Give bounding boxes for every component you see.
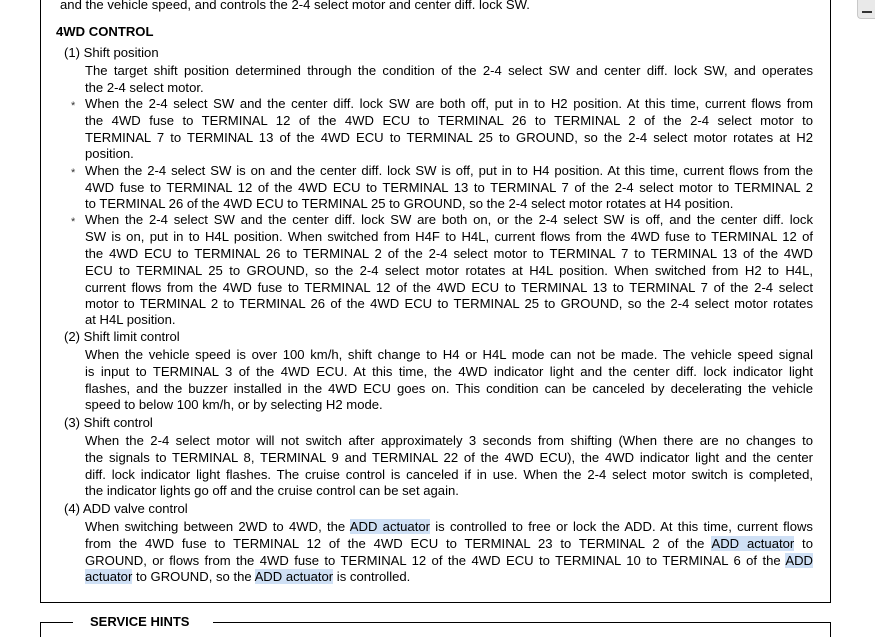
subsection-title: (1) Shift position — [64, 45, 159, 60]
service-hints-rule-right — [213, 622, 831, 623]
paragraph-line: 4WD fuse to TERMINAL 12 of the 4WD ECU to TERMINAL 13 to TERMINAL 7 of the 2-4 select motor to TERMINAL 2 — [85, 180, 813, 195]
frame-left-border — [40, 0, 41, 603]
paragraph-line: the signals to TERMINAL 8, TERMINAL 9 and TERMINAL 22 of the 4WD ECU), the 4WD indicator light and the center — [85, 450, 813, 465]
search-highlight[interactable]: ADD — [785, 553, 813, 568]
paragraph-line: ECU to TERMINAL 25 to GROUND, so the 2-4 select motor rotates at H4L position. When switched from H2 to H4L, — [85, 263, 813, 278]
search-highlight[interactable]: ADD actuator — [349, 519, 430, 534]
paragraph-line: the 4WD fuse to TERMINAL 12 of the 4WD ECU to TERMINAL 26 to TERMINAL 2 of the 2-4 select motor to — [85, 113, 813, 128]
search-highlight[interactable]: actuator — [85, 569, 133, 584]
paragraph-line — [85, 568, 813, 585]
paragraph-line: position. — [85, 146, 134, 161]
service-hints-heading: SERVICE HINTS — [90, 614, 190, 629]
subsection-title: (3) Shift control — [64, 415, 153, 430]
paragraph-line: When the 2-4 select SW and the center diff. lock SW are both off, put in to H2 position. At this time, current flows from — [85, 96, 813, 111]
paragraph-line: current flows from the 4WD fuse to TERMINAL 12 of the 4WD ECU to TERMINAL 13 to TERMINAL 7 of the 2-4 select — [85, 280, 813, 295]
paragraph-line: diff. lock indicator light flashes. The cruise control is canceled if in use. When the 2-4 select motor switch is completed, — [85, 467, 813, 482]
bullet-marker: * — [71, 167, 76, 179]
collapse-button[interactable] — [857, 0, 875, 19]
paragraph-line — [85, 552, 813, 569]
text-run: is controlled. — [333, 569, 411, 584]
section-heading: 4WD CONTROL — [56, 24, 154, 39]
search-highlight[interactable]: ADD actuator — [711, 536, 795, 551]
frame-left-border — [40, 622, 41, 637]
text-run: to GROUND, so the — [132, 569, 255, 584]
bullet-marker: * — [71, 216, 76, 228]
intro-line: and the vehicle speed, and controls the 2-4 select motor and center diff. lock SW. — [60, 0, 530, 12]
paragraph-line: motor to TERMINAL 2 to TERMINAL 26 of the 4WD ECU to TERMINAL 25 to GROUND, so the 2-4 select motor rotates — [85, 296, 813, 311]
paragraph-line: to TERMINAL 26 of the 4WD ECU to TERMINAL 25 to GROUND, so the 2-4 select motor rotates at H4 position. — [85, 196, 734, 211]
minus-icon — [862, 11, 872, 13]
paragraph-line: When the vehicle speed is over 100 km/h, shift change to H4 or H4L mode can not be made. The vehicle speed signal — [85, 347, 813, 362]
search-highlight[interactable]: ADD actuator — [254, 569, 334, 584]
frame-right-border — [830, 0, 831, 603]
paragraph-line: When the 2-4 select motor will not switch after approximately 3 seconds from shifting (When there are no changes to — [85, 433, 813, 448]
paragraph-line: When the 2-4 select SW is on and the center diff. lock SW is off, put in to H4 position. At this time, current flows from the — [85, 163, 813, 178]
service-hints-rule-left — [40, 622, 73, 623]
paragraph-line: the 4WD ECU to TERMINAL 26 to TERMINAL 2 of the 2-4 select motor to TERMINAL 7 to TERMINAL 13 of the 4WD — [85, 246, 813, 261]
text-run: to — [794, 536, 813, 551]
paragraph-line: the indicator lights go off and the cruise control can be set again. — [85, 483, 459, 498]
paragraph-line — [85, 535, 813, 552]
bullet-marker: * — [71, 100, 76, 112]
paragraph-line: the 2-4 select motor. — [85, 80, 204, 95]
subsection-title: (2) Shift limit control — [64, 329, 180, 344]
paragraph-line: When the 2-4 select SW and the center diff. lock SW are both on, or the 2-4 select SW is off, and the center diff. lock — [85, 212, 813, 227]
text-run: GROUND, or flows from the 4WD fuse to TERMINAL 12 of the 4WD ECU to TERMINAL 10 to TERMINAL 6 of the — [85, 553, 786, 568]
text-run: is controlled to free or lock the ADD. At this time, current flows — [429, 519, 813, 534]
text-run: from the 4WD fuse to TERMINAL 12 of the 4WD ECU to TERMINAL 23 to TERMINAL 2 of the — [85, 536, 712, 551]
paragraph-line: The target shift position determined through the condition of the 2-4 select SW and center diff. lock SW, and operates — [85, 63, 813, 78]
paragraph-line: is input to TERMINAL 3 of the 4WD ECU. At this time, the 4WD indicator light and the center diff. lock indicator light — [85, 364, 813, 379]
frame-bottom-border — [40, 602, 831, 603]
paragraph-line: SW is on, put in to H4L position. When switched from H4F to H4L, current flows from the 4WD fuse to TERMINAL 12 of — [85, 229, 813, 244]
paragraph-line: speed to below 100 km/h, or by selecting H2 mode. — [85, 397, 383, 412]
frame-right-border — [830, 622, 831, 637]
subsection-title: (4) ADD valve control — [64, 501, 188, 516]
paragraph-line: flashes, and the buzzer installed in the 4WD ECU goes on. This condition can be canceled by decelerating the vehicle — [85, 381, 813, 396]
text-run: When switching between 2WD to 4WD, the — [85, 519, 350, 534]
paragraph-line: at H4L position. — [85, 312, 176, 327]
paragraph-line: TERMINAL 7 to TERMINAL 13 of the 4WD ECU to TERMINAL 25 to GROUND, so the 2-4 select motor rotates at H2 — [85, 130, 813, 145]
paragraph-line — [85, 518, 813, 535]
